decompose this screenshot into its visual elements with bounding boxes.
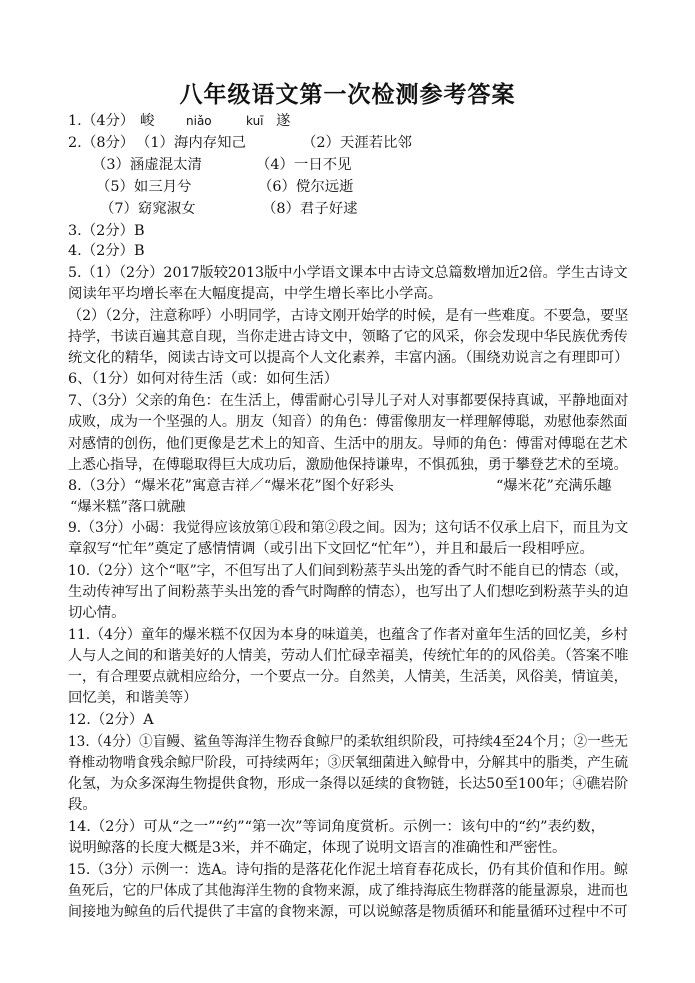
q10-line-3: 切心情。 <box>68 605 126 621</box>
q2-num: 2. <box>68 135 82 151</box>
q7-line-1: 7、（3分）父亲的角色：在生活上，傅雷耐心引导儿子对人对事都要保持真诚，平静地面对 <box>68 393 629 409</box>
q5-line-1: 5.（1）（2分）2017版较2013版中小学语文课本中古诗文总篇数增加近2倍。学生古诗文 <box>68 265 628 281</box>
q15-line-1: 15.（3分）示例一：选A。诗句指的是落花化作泥土培育春花成长，仍有其价值和作用。鲸 <box>68 862 628 878</box>
q2-item-5: （5）如三月兮 <box>96 179 192 195</box>
q10-line-2: 生动传神写出了间粉蒸芋头出笼的香气时陶醉的情态），也写出了人们想吃到粉蒸芋头的迫 <box>68 584 629 600</box>
q7-line-4: 上悉心指导，在傅聪取得巨大成功后，激励他保持谦卑，不惧孤独，勇于攀登艺术的至境。 <box>68 457 628 473</box>
q13-line-2: 脊椎动物啃食残余鲸尸阶段，可持续两年；③厌氧细菌进入鲸骨中，分解其中的脂类，产生硫 <box>68 755 629 771</box>
q9-line-1: 9.（3分）小碣：我觉得应该放第①段和第②段之间。因为；这句话不仅承上启下，而且为文 <box>68 520 629 536</box>
q1-score: （4分） <box>82 113 135 129</box>
q2-item-2: （2）天涯若比邻 <box>302 135 412 151</box>
q8-part-1: 8.（3分）“爆米花”寓意吉祥／“爆米花”图个好彩头 <box>68 478 394 494</box>
q5-line-2: 阅读年平均增长率在大幅度提高，中学生增长率比小学高。 <box>68 286 443 302</box>
q2-item-1: （1）海内存知己 <box>136 135 246 151</box>
q13-line-4: 段。 <box>68 797 97 813</box>
q9-line-2: 章叙写“忙年”奠定了感情情调（或引出下文回忆“忙年”），并且和最后一段相呼应。 <box>68 541 594 557</box>
q6-answer: 6、（1分）如何对待生活（或：如何生活） <box>68 371 339 387</box>
q1-num: 1. <box>68 113 82 129</box>
q2-score: （8分） <box>82 135 135 151</box>
q14-line-1: 14.（2分）可从“之一”“约”“第一次”等词角度赏析。示例一：该句中的“约”表约数， <box>68 819 606 835</box>
q2-item-7: （7）窈窕淑女 <box>100 201 196 217</box>
q4-answer: 4.（2分）B <box>68 243 145 259</box>
q13-line-1: 13.（4分）①盲鳗、鲨鱼等海洋生物吞食鲸尸的柔软组织阶段，可持续4至24个月；②一些无 <box>68 734 628 750</box>
q15-line-3: 间接地为鲸鱼的后代提供了丰富的食物来源，可以说鲸落是物质循环和能量循环过程中不可 <box>68 904 628 920</box>
q13-line-3: 化氢，为众多深海生物提供食物，形成一条得以延续的食物链，长达50至100年；④礁岩阶 <box>68 776 629 792</box>
page-title: 八年级语文第一次检测参考答案 <box>179 82 516 108</box>
q1-answer-a: 峻 <box>140 113 155 129</box>
q2-item-6: （6）傥尔远逝 <box>258 179 354 195</box>
q10-line-1: 10.（2分）这个“呕”字，不但写出了人们间到粉蒸芋头出笼的香气时不能自已的情态（或， <box>68 563 629 579</box>
q1-answer-b: niǎo <box>186 114 212 128</box>
q12-answer: 12.（2分）A <box>68 712 154 728</box>
q5-line-3: （2）（2分，注意称呼）小明同学，古诗文刚开始学的时候，是有一些难度。不要急，要坚 <box>68 308 629 324</box>
q11-line-2: 人与人之间的和谐美好的人情美，劳动人们忙碌幸福美，传统忙年的的风俗美。（答案不唯 <box>68 648 629 664</box>
q5-line-4: 持学，书读百遍其意自现，当你走进古诗文中，领略了它的风采，你会发现中华民族优秀传 <box>68 329 628 345</box>
q8-part-2: “爆米花”充满乐趣 <box>496 478 612 494</box>
q1-answer-c: kuī <box>246 114 264 128</box>
q2-item-4: （4）一日不见 <box>256 157 352 173</box>
q11-line-3: 一，有合理要点就相应给分，一个要点一分。自然美，人情美，生活美，风俗美，情谊美， <box>68 669 628 685</box>
q5-line-5: 统文化的精华，阅读古诗文可以提高个人文化素养，丰富内涵。（围绕劝说言之有理即可） <box>68 350 629 366</box>
q3-answer: 3.（2分）B <box>68 223 145 239</box>
q2-item-8: （8）君子好逑 <box>262 201 358 217</box>
q15-line-2: 鱼死后，它的尸体成了其他海洋生物的食物来源，成了维持海底生物群落的能量源泉，进而也 <box>68 883 629 899</box>
q7-line-2: 成败，成为一个坚强的人。朋友（知音）的角色：傅雷像朋友一样理解傅聪，劝慰他泰然面 <box>68 414 628 430</box>
q2-item-3: （3）涵虚混太清 <box>92 157 202 173</box>
q14-line-2: 说明鲸落的长度大概是3米，并不确定，体现了说明文语言的准确性和严密性。 <box>68 840 567 856</box>
q11-line-1: 11.（4分）童年的爆米糕不仅因为本身的味道美，也蕴含了作者对童年生活的回忆美，乡村 <box>68 627 628 643</box>
q8-part-3: “爆米糕”落口就融 <box>70 499 186 515</box>
q11-line-4: 回忆美，和谐美等） <box>68 690 198 706</box>
q7-line-3: 对感情的创伤，他们更像是艺术上的知音、生活中的朋友。导师的角色：傅雷对傅聪在艺术 <box>68 436 628 452</box>
q1-answer-d: 遂 <box>276 113 291 129</box>
